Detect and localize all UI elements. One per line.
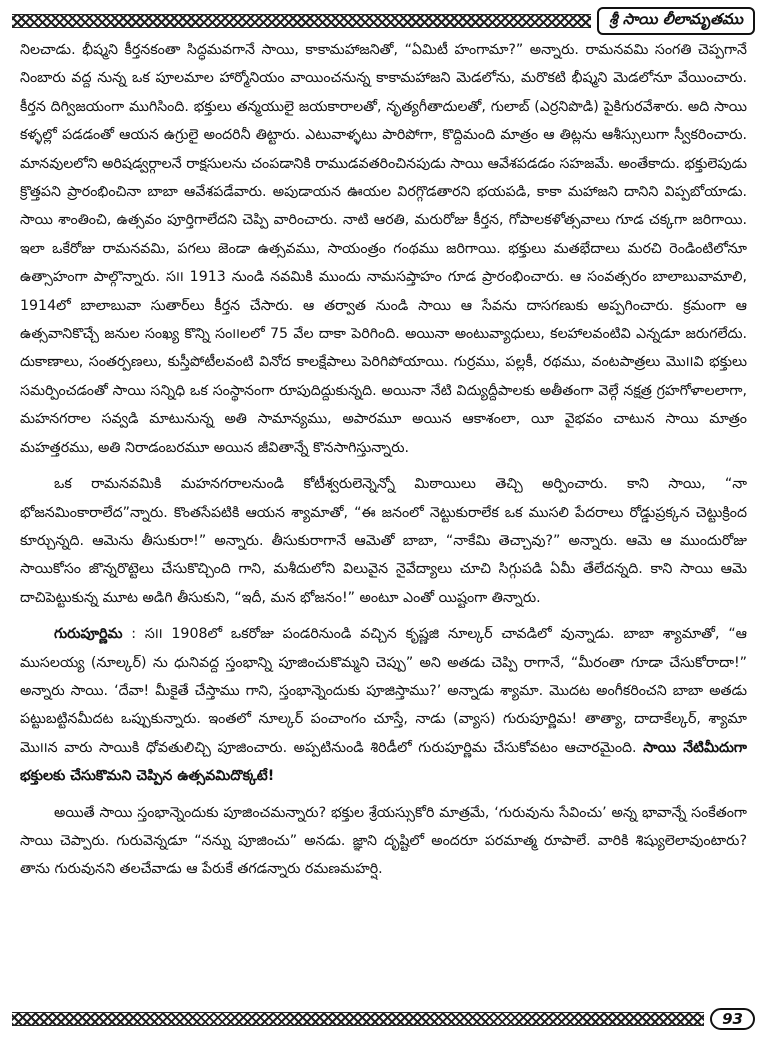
- guru-purnima-body: : స౹౹ 1908లో ఒకరోజు పండరినుండి వచ్చిన కృష్ణజి నూల్కర్ చావడిలో వున్నాడు. బాబా శ్యామాతో, “ఆ ముసలయ్య (నూల్కర్) ను ధునివద్ద స్తంభాన్ని పూజించుకొమ్మని చెప్పు” అని అతడు చెప్పి రాగానే, “మీరంతా గూడా చేసుకోరాదా!” అన్నారు సాయి. ‘దేవా! మీకైతే చేస్తాము గాని, స్తంభాన్నెందుకు పూజిస్తాము?’ అన్నాడు శ్యామా. మొదట అంగీకరించని బాబా అతడు పట్టుబట్టినమీదట ఒప్పుకున్నారు. ఇంతలో నూల్కర్ పంచాంగం చూస్తే, నాడు (వ్యాస) గురుపూర్ణిమ! తాత్యా, దాదాకేల్కర్, శ్యామా మొ౹౹న వారు: [20, 626, 747, 756]
- page-footer: [12, 1004, 755, 1034]
- guru-purnima-body-2: సాయికి ధోవతులిచ్చి పూజించారు. అప్పటినుండి శిరిడీలో గురుపూర్ణిమ చేసుకోవటం ఆచారమైంది.: [99, 739, 644, 756]
- guru-purnima-heading: గురుపూర్ణిమ: [54, 626, 123, 643]
- paragraph-2: ఒక రామనవమికి మహనగరాలనుండి కోటీశ్వరులెన్నెన్నో మిఠాయిలు తెచ్చి అర్పించారు. కాని సాయి, “నా భోజనమింకారాలేద”న్నారు. కొంతసేపటికి ఆయన శ్యామాతో, “ఈ జనంలో నెట్టుకురాలేక ఒక ముసలి పేదరాలు రోడ్డుప్రక్కన చెట్టుక్రింద కూర్చున్నది. ఆమెను తీసుకురా!” అన్నారు. తీసుకురాగానే ఆమెతో బాబా, “నాకేమి తెచ్చావు?” అన్నారు. ఆమె ఆ ముందురోజు సాయికోసం జొన్నరొట్టెలు చేసుకొచ్చింది గాని, మశీదులోని విలువైన నైవేద్యాలు చూచి సిగ్గుపడి ఏమీ తేలేదన్నది. కాని సాయి ఆమె దాచిపెట్టుకున్న మూట అడిగి తీసుకుని, “ఇదీ, మన భోజనం!” అంటూ ఎంతో యిష్టంగా తిన్నారు.: [20, 476, 747, 606]
- paragraph-guru-purnima: [20, 620, 747, 790]
- page-header: [12, 8, 755, 34]
- decorative-border-top: [12, 14, 591, 28]
- running-title: శ్రీ సాయి లీలామృతము: [597, 7, 755, 35]
- paragraph-4: అయితే సాయి స్తంభాన్నెందుకు పూజించమన్నారు? భక్తుల శ్రేయస్సుకోరి మాత్రమే, ‘గురువును సేవించు’ అన్న భావాన్నే సంకేతంగా సాయి చెప్పారు. గురువెన్నడూ “నన్ను పూజించు” అనడు. జ్ఞాని దృష్టిలో అందరూ పరమాత్మ రూపాలే. వారికి శిష్యులెలావుంటారు? తాను గురువునని తలచేవాడు ఆ పేరుకే తగడన్నారు రమణమహర్షి.: [20, 804, 747, 878]
- guru-purnima-closing: సాయి నేటిమీదుగా భక్తులకు చేసుకొమని చెప్పిన ఉత్సవమిదొక్కటే!: [20, 739, 747, 785]
- page-body: [20, 36, 747, 884]
- decorative-border-bottom: [12, 1012, 704, 1026]
- paragraph-1: నిలచాడు. భీష్మని కీర్తనకంతా సిద్ధమవగానే సాయి, కాకామహాజనితో, “ఏమిటీ హంగామా?” అన్నారు. రామనవమి సంగతి చెప్పగానే నింబారు వద్ద నున్న ఒక పూలమాల హార్మోనియం వాయించనున్న కాకామహాజని మెడలోను, మరొకటి భీష్మని మెడలోనూ వేయించారు. కీర్తన దిగ్విజయంగా ముగిసింది. భక్తులు తన్మయులై జయకారాలతో, నృత్యగీతాదులతో, గులాబ్ (ఎర్రనిపొడి) పైకిగురవేశారు. అది సాయి కళ్ళల్లో పడడంతో ఆయన ఉగ్రులై అందరినీ తిట్టారు. ఎటువాళ్ళటు పారిపోగా, కొద్దిమంది మాత్రం ఆ తిట్లను ఆశీస్సులుగా స్వీకరించారు. మానవులలోని అరిషడ్వర్గాలనే రాక్షసులను చంపడానికి రాముడవతరించినపుడు సాయి ఆవేశపడడం సహజమే. అంతేకాదు. భక్తులెపుడు క్రొత్తపని ప్రారంభించినా బాబా ఆవేశపడేవారు. అపుడాయన ఊయల విరగ్గొడతారని భయపడి, కాకా మహాజని దానిని విప్పబోయాడు. సాయి శాంతించి, ఉత్సవం పూర్తిగాలేదని చెప్పి వారించారు. నాటి ఆరతి, మరురోజు కీర్తన, గోపాలకళోత్సవాలు గూడ చక్కగా జరిగాయి. ఇలా ఒకేరోజు రామనవమి, పగలు జెండా ఉత్సవము, సాయంత్రం గంథము జరిగాయి. భక్తులు మతభేదాలు మరచి రెండింటిలోనూ ఉత్సాహంగా పాల్గొన్నారు. స౹౹ 1913 నుండి నవమికి ముందు నామసప్తాహం గూడ ప్రారంభించారు. ఆ సంవత్సరం బాలాబువామాలి, 1914లో బాలాబువా సుతార్‌లు కీర్తన చేసారు. ఆ తర్వాత నుండి సాయి ఆ సేవను దాసగణుకు అప్పగించారు. క్రమంగా ఆ ఉత్సవానికొచ్చే జనుల సంఖ్య కొన్ని సం౹౹లలో 75 వేల దాకా పెరిగింది. అయినా అంటువ్యాధులు, కలహాలవంటివి ఎన్నడూ జరుగలేదు. దుకాణాలు, సంతర్పణలు, కుస్తీపోటీలవంటి వినోద కాలక్షేపాలు పెరిగిపోయాయి. గుర్రము, పల్లకీ, రథము, వంటపాత్రలు మొ౹౹వి భక్తులు సమర్పించడంతో సాయి సన్నిధి ఒక సంస్థానంగా రూపుదిద్దుకున్నది. అయినా నేటి విద్యుద్దీపాలకు అతీతంగా వెల్గే నక్షత్ర గ్రహగోళాలలాగా, మహనగరాల సవ్వడి మాటునున్న అతి సామాన్యము, అపారమూ అయిన ఆకాశంలా, యీ వైభవం చాటున సాయి మాత్రం మహత్తరము, అతి నిరాడంబరమూ అయిన జీవితాన్నే కొనసాగిస్తున్నారు.: [20, 42, 747, 456]
- page-number: 93: [710, 1008, 755, 1030]
